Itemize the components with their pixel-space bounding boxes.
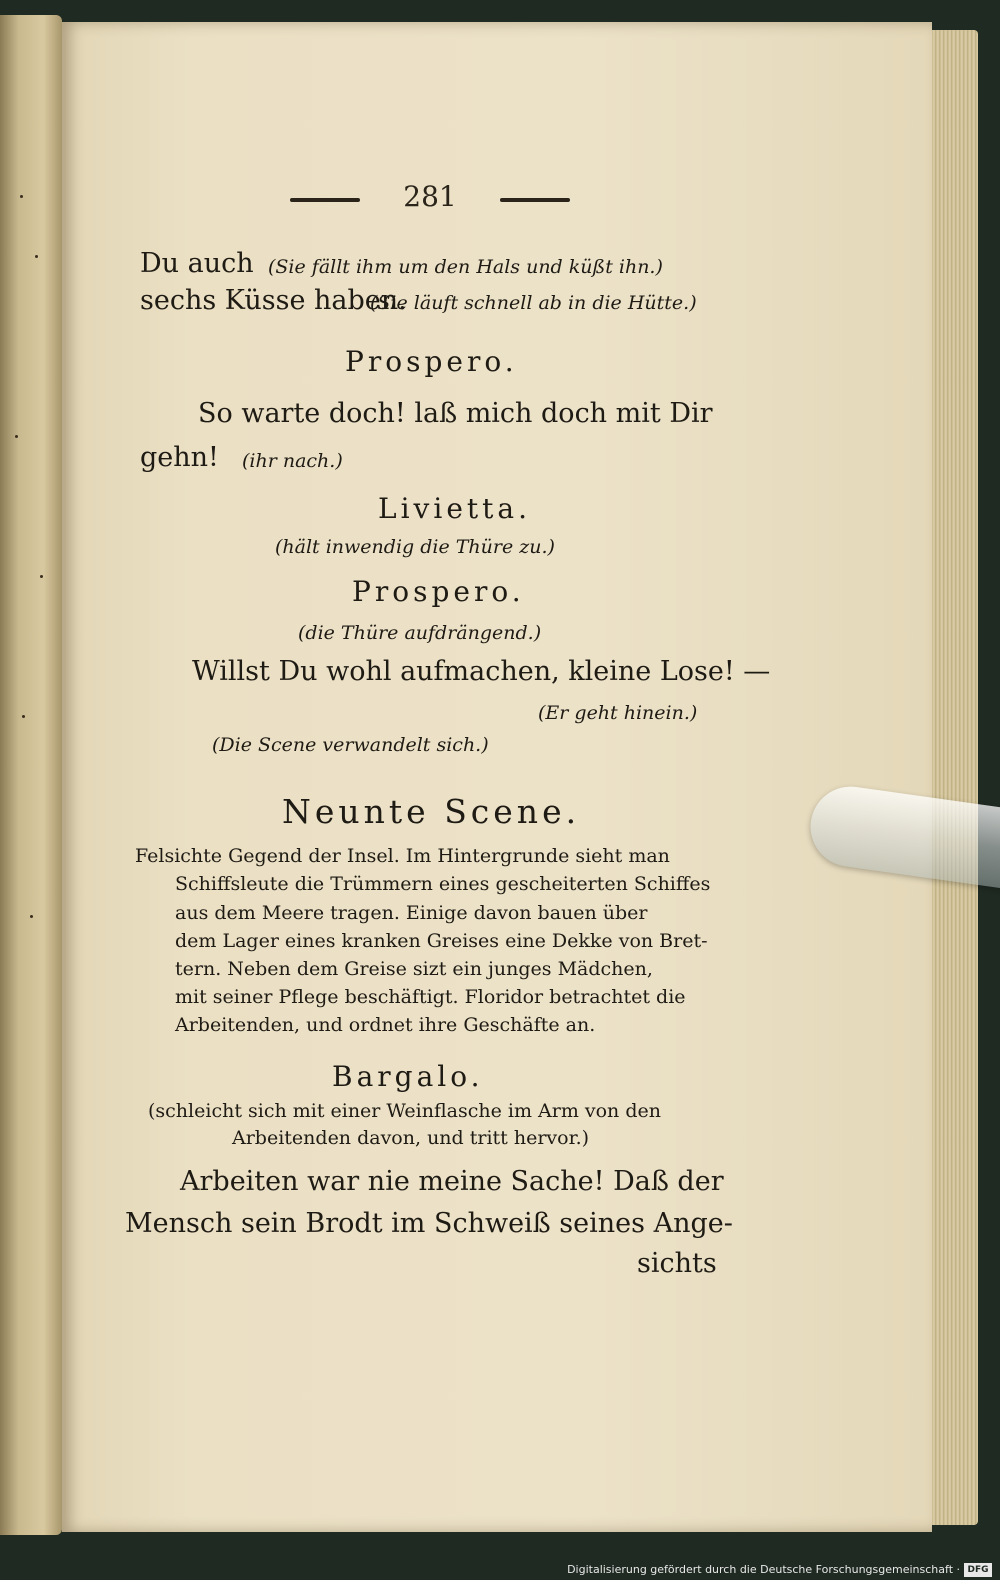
- speaker-name: Prospero.: [345, 345, 518, 378]
- stage-direction: Arbeitenden davon, und tritt hervor.): [232, 1127, 590, 1149]
- stage-direction: (Er geht hinein.): [538, 702, 698, 724]
- stage-direction: (die Thüre aufdrängend.): [298, 622, 542, 644]
- text-line: sechs Küsse haben.: [140, 285, 407, 316]
- speaker-name: Bargalo.: [332, 1060, 484, 1093]
- text-line: Willst Du wohl aufmachen, kleine Lose! —: [192, 656, 771, 687]
- digitization-credit: Digitalisierung gefördert durch die Deutsche Forschungsgemeinschaft ·: [567, 1563, 960, 1576]
- scene-description-line: mit seiner Pflege beschäftigt. Floridor betrachtet die: [175, 986, 686, 1008]
- text-line: Du auch: [140, 248, 254, 279]
- ornament-left: [290, 198, 360, 202]
- scene-description-line: tern. Neben dem Greise sizt ein junges Mädchen,: [175, 958, 653, 980]
- scene-description-line: dem Lager eines kranken Greises eine Dekke von Bret-: [175, 930, 708, 952]
- scene-description-line: aus dem Meere tragen. Einige davon bauen über: [175, 902, 648, 924]
- catchword: sichts: [637, 1248, 717, 1279]
- text-line: So warte doch! laß mich doch mit Dir: [198, 398, 713, 429]
- scene-description-line: Arbeitenden, und ordnet ihre Geschäfte an.: [175, 1014, 596, 1036]
- stage-direction: (Die Scene verwandelt sich.): [212, 734, 489, 756]
- dfg-logo: DFG: [964, 1563, 992, 1577]
- page-number: 281: [403, 180, 457, 213]
- stage-direction: (ihr nach.): [242, 450, 343, 472]
- stage-direction: (Sie läuft schnell ab in die Hütte.): [370, 292, 697, 314]
- speaker-name: Prospero.: [352, 575, 525, 608]
- page-stack-edge: [932, 30, 978, 1525]
- text-line: gehn!: [140, 442, 219, 473]
- stage-direction: (Sie fällt ihm um den Hals und küßt ihn.): [268, 256, 663, 278]
- left-page-edge: [0, 15, 62, 1535]
- scene-heading: Neunte Scene.: [282, 792, 581, 831]
- scene-description-line: Schiffsleute die Trümmern eines gescheiterten Schiffes: [175, 873, 711, 895]
- scene-description-line: Felsichte Gegend der Insel. Im Hintergrunde sieht man: [135, 845, 670, 867]
- speaker-name: Livietta.: [378, 492, 531, 525]
- stage-direction: (schleicht sich mit einer Weinflasche im Arm von den: [148, 1100, 661, 1122]
- text-line: Arbeiten war nie meine Sache! Daß der: [180, 1166, 724, 1197]
- stage-direction: (hält inwendig die Thüre zu.): [275, 536, 555, 558]
- ornament-right: [500, 198, 570, 202]
- text-line: Mensch sein Brodt im Schweiß seines Ange-: [125, 1208, 733, 1239]
- page-header: [290, 180, 570, 220]
